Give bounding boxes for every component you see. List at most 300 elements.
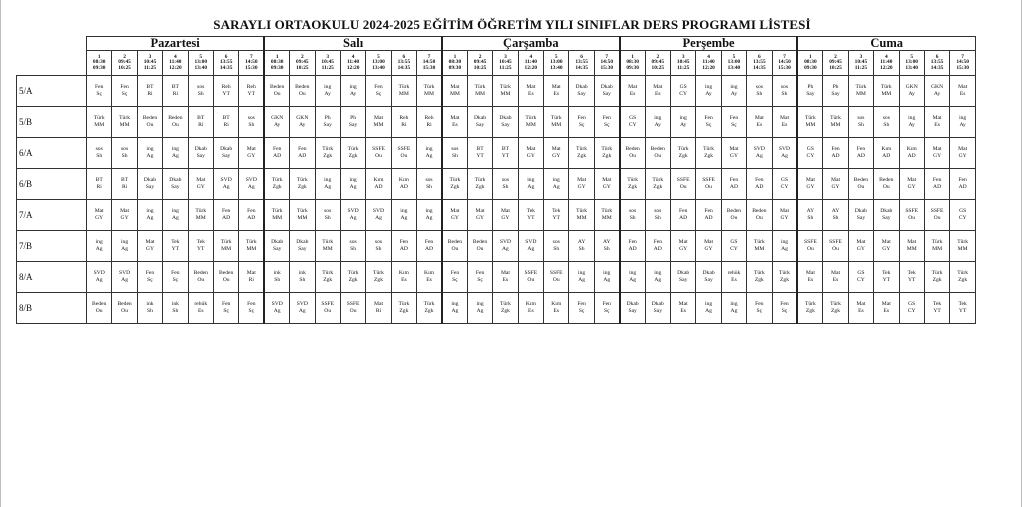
time-slot bbox=[670, 51, 695, 76]
lesson-subject: ing bbox=[603, 270, 611, 276]
lesson-teacher: Zgk bbox=[323, 153, 333, 159]
time-slot-start: 08:30 bbox=[92, 59, 106, 66]
lesson-teacher: Zgk bbox=[424, 308, 434, 314]
lesson-cell bbox=[848, 293, 873, 324]
lesson-cell bbox=[670, 76, 695, 107]
lesson-subject: Reh bbox=[399, 115, 409, 121]
lesson-subject: Beden bbox=[879, 177, 894, 183]
lesson-teacher: Ag bbox=[527, 246, 535, 252]
lesson-subject: Mat bbox=[500, 270, 510, 276]
lesson-teacher: Sh bbox=[781, 91, 788, 97]
lesson-subject: GS bbox=[629, 115, 637, 121]
lesson-subject: rehük bbox=[194, 301, 208, 307]
lesson-subject: Beden bbox=[142, 115, 158, 121]
table-row bbox=[17, 293, 976, 324]
lesson-subject: GS bbox=[959, 208, 967, 214]
lesson-subject: Fen bbox=[374, 84, 383, 90]
lesson-subject: Türk bbox=[753, 239, 765, 245]
lesson-teacher: YT bbox=[933, 308, 941, 314]
time-slot bbox=[620, 51, 645, 76]
lesson-subject: Beden bbox=[168, 115, 183, 121]
lesson-subject: SVD bbox=[93, 270, 105, 276]
lesson-cell bbox=[315, 200, 340, 231]
lesson-subject: Fen bbox=[399, 239, 409, 245]
lesson-teacher: Ay bbox=[349, 91, 357, 97]
lesson-cell bbox=[493, 138, 518, 169]
lesson-subject: Mat bbox=[246, 270, 256, 276]
lesson-teacher: MM bbox=[805, 122, 816, 128]
lesson-subject: ing bbox=[95, 239, 103, 245]
lesson-teacher: GY bbox=[856, 246, 865, 252]
time-slot bbox=[290, 51, 315, 76]
time-slot bbox=[645, 51, 670, 76]
lesson-teacher: Ou bbox=[806, 246, 814, 252]
lesson-teacher: AD bbox=[907, 153, 916, 159]
time-slot-num: 6 bbox=[580, 53, 583, 60]
time-slot-num: 5 bbox=[910, 53, 914, 60]
time-slot bbox=[442, 51, 467, 76]
lesson-teacher: Ri bbox=[223, 122, 229, 128]
time-slot bbox=[569, 51, 594, 76]
lesson-cell bbox=[899, 169, 924, 200]
lesson-teacher: Say bbox=[323, 122, 332, 128]
time-slot-start: 10:45 bbox=[854, 59, 868, 66]
lesson-cell bbox=[417, 200, 442, 231]
time-slot-end: 14:35 bbox=[219, 64, 233, 71]
lesson-teacher: Zgk bbox=[678, 153, 688, 159]
lesson-subject: Kım bbox=[373, 177, 384, 183]
time-slot-end: 10:25 bbox=[829, 64, 842, 71]
lesson-teacher: Say bbox=[348, 122, 358, 128]
lesson-subject: Dkab bbox=[143, 177, 157, 183]
lesson-teacher: Ou bbox=[476, 246, 484, 252]
lesson-cell bbox=[137, 262, 162, 293]
lesson-teacher: Ou bbox=[146, 122, 154, 128]
lesson-cell bbox=[239, 200, 264, 231]
lesson-teacher: Say bbox=[678, 277, 688, 283]
lesson-cell bbox=[797, 138, 822, 169]
lesson-cell bbox=[290, 169, 315, 200]
lesson-cell bbox=[87, 76, 112, 107]
lesson-subject: ing bbox=[349, 84, 357, 90]
lesson-cell bbox=[213, 231, 238, 262]
lesson-subject: Fen bbox=[171, 270, 180, 276]
lesson-cell bbox=[366, 262, 391, 293]
lesson-subject: ing bbox=[451, 301, 459, 307]
lesson-cell bbox=[467, 262, 492, 293]
lesson-subject: Ph bbox=[832, 84, 839, 90]
time-slot-start: 10:45 bbox=[499, 59, 512, 66]
lesson-cell bbox=[874, 169, 899, 200]
lesson-teacher: Sh bbox=[197, 91, 204, 97]
lesson-subject: Mat bbox=[881, 301, 891, 307]
lesson-subject: Tek bbox=[958, 301, 967, 307]
time-slot-start: 14:50 bbox=[600, 59, 614, 66]
time-slot bbox=[391, 51, 416, 76]
lesson-subject: AY bbox=[577, 239, 586, 245]
lesson-cell bbox=[848, 76, 873, 107]
lesson-cell bbox=[442, 231, 467, 262]
lesson-teacher: Zgk bbox=[831, 308, 841, 314]
lesson-teacher: Ou bbox=[908, 215, 916, 221]
lesson-teacher: Say bbox=[475, 122, 485, 128]
lesson-teacher: MM bbox=[297, 215, 308, 221]
lesson-teacher: Sh bbox=[578, 246, 585, 252]
lesson-cell bbox=[544, 76, 569, 107]
lesson-subject: Türk bbox=[296, 177, 308, 183]
lesson-teacher: Say bbox=[501, 122, 510, 128]
lesson-cell bbox=[924, 138, 949, 169]
time-slot bbox=[924, 51, 949, 76]
lesson-subject: Kım bbox=[881, 146, 892, 152]
lesson-teacher: MM bbox=[119, 122, 130, 128]
lesson-cell bbox=[823, 200, 848, 231]
lesson-cell bbox=[797, 107, 822, 138]
lesson-cell bbox=[290, 262, 315, 293]
lesson-subject: Türk bbox=[855, 84, 867, 90]
lesson-subject: Türk bbox=[322, 146, 334, 152]
lesson-cell bbox=[924, 231, 949, 262]
lesson-cell bbox=[315, 293, 340, 324]
lesson-teacher: AD bbox=[704, 215, 713, 221]
lesson-subject: sos bbox=[857, 115, 865, 121]
lesson-cell bbox=[620, 107, 645, 138]
lesson-cell bbox=[213, 169, 238, 200]
lesson-cell bbox=[696, 293, 721, 324]
time-slot-end: 09:30 bbox=[448, 64, 462, 71]
time-slot-num: 2 bbox=[123, 53, 126, 60]
time-slot-num: 2 bbox=[834, 53, 837, 60]
lesson-cell bbox=[797, 76, 822, 107]
time-slot-start: 08:30 bbox=[448, 59, 462, 66]
time-slot bbox=[721, 51, 746, 76]
lesson-cell bbox=[899, 76, 924, 107]
lesson-cell bbox=[950, 169, 976, 200]
lesson-subject: Fen bbox=[958, 177, 967, 183]
lesson-subject: Beden bbox=[625, 146, 640, 152]
lesson-cell bbox=[366, 138, 391, 169]
lesson-teacher: Say bbox=[171, 184, 180, 190]
lesson-subject: sos bbox=[197, 84, 205, 90]
lesson-subject: Fen bbox=[653, 239, 662, 245]
time-slot-end: 14:35 bbox=[753, 64, 766, 71]
lesson-subject: SVD bbox=[778, 146, 791, 152]
lesson-cell bbox=[874, 293, 899, 324]
lesson-subject: Fen bbox=[729, 177, 739, 183]
lesson-cell bbox=[747, 169, 772, 200]
lesson-teacher: Sh bbox=[147, 308, 153, 314]
lesson-cell bbox=[696, 231, 721, 262]
lesson-cell bbox=[213, 262, 238, 293]
lesson-subject: ing bbox=[425, 208, 433, 214]
lesson-teacher: Ou bbox=[171, 122, 179, 128]
lesson-subject: Mat bbox=[551, 146, 561, 152]
lesson-cell bbox=[493, 76, 518, 107]
time-slot-start: 13:55 bbox=[219, 59, 233, 66]
lesson-subject: Dkab bbox=[880, 208, 893, 214]
lesson-teacher: MM bbox=[246, 246, 257, 252]
time-slot-num: 7 bbox=[961, 53, 964, 60]
class-name: 7/A bbox=[17, 200, 87, 231]
time-slot bbox=[467, 51, 492, 76]
lesson-cell bbox=[569, 200, 594, 231]
lesson-subject: Türk bbox=[322, 239, 334, 245]
lesson-cell bbox=[874, 107, 899, 138]
lesson-cell bbox=[544, 293, 569, 324]
lesson-subject: BT bbox=[222, 115, 230, 121]
lesson-teacher: Zgk bbox=[348, 153, 358, 159]
lesson-cell bbox=[493, 293, 518, 324]
time-slot-start: 13:00 bbox=[905, 59, 918, 66]
time-slot-num: 3 bbox=[148, 53, 152, 60]
lesson-teacher: Ay bbox=[959, 122, 966, 128]
lesson-cell bbox=[467, 138, 492, 169]
lesson-subject: Reh bbox=[246, 84, 256, 90]
document-right-border bbox=[1021, 0, 1022, 507]
lesson-teacher: Ag bbox=[425, 215, 433, 221]
lesson-subject: sos bbox=[425, 177, 433, 183]
lesson-teacher: GY bbox=[958, 153, 967, 159]
lesson-teacher: Sh bbox=[324, 215, 331, 221]
lesson-cell bbox=[950, 138, 976, 169]
lesson-cell bbox=[670, 169, 695, 200]
lesson-subject: Fen bbox=[450, 270, 460, 276]
time-slot-start: 10:45 bbox=[676, 59, 690, 66]
lesson-teacher: Ou bbox=[222, 277, 230, 283]
lesson-teacher: Ou bbox=[857, 184, 865, 190]
lesson-teacher: Sç bbox=[578, 308, 585, 314]
lesson-cell bbox=[239, 169, 264, 200]
lesson-subject: Fen bbox=[704, 115, 713, 121]
lesson-subject: Mat bbox=[729, 146, 739, 152]
time-slot bbox=[848, 51, 873, 76]
lesson-teacher: Ri bbox=[198, 122, 204, 128]
lesson-cell bbox=[315, 262, 340, 293]
lesson-teacher: Sh bbox=[629, 215, 636, 221]
lesson-cell bbox=[823, 138, 848, 169]
lesson-cell bbox=[137, 107, 162, 138]
lesson-subject: Kım bbox=[424, 270, 434, 276]
lesson-subject: sos bbox=[324, 208, 332, 214]
lesson-subject: Fen bbox=[628, 239, 637, 245]
lesson-cell bbox=[87, 293, 112, 324]
lesson-cell bbox=[696, 262, 721, 293]
lesson-cell bbox=[340, 262, 365, 293]
lesson-subject: ing bbox=[730, 301, 738, 307]
time-slot-num: 1 bbox=[809, 53, 812, 60]
lesson-subject: ink bbox=[171, 301, 179, 307]
lesson-subject: Dkab bbox=[473, 115, 487, 121]
lesson-cell bbox=[290, 200, 315, 231]
lesson-cell bbox=[442, 107, 467, 138]
lesson-cell bbox=[544, 169, 569, 200]
lesson-subject: Türk bbox=[398, 84, 410, 90]
lesson-teacher: Ay bbox=[324, 91, 331, 97]
lesson-teacher: Zgk bbox=[805, 308, 815, 314]
lesson-subject: Tek bbox=[882, 270, 891, 276]
lesson-subject: SSFE bbox=[930, 208, 944, 214]
lesson-cell bbox=[950, 293, 976, 324]
lesson-subject: Türk bbox=[804, 301, 816, 307]
lesson-subject: ing bbox=[679, 115, 687, 121]
lesson-teacher: MM bbox=[424, 91, 434, 97]
lesson-cell bbox=[823, 169, 848, 200]
lesson-teacher: CY bbox=[730, 246, 738, 252]
lesson-cell bbox=[823, 107, 848, 138]
lesson-teacher: YT bbox=[958, 308, 967, 314]
lesson-teacher: Ag bbox=[629, 277, 637, 283]
lesson-cell bbox=[112, 107, 137, 138]
lesson-subject: ing bbox=[349, 177, 357, 183]
time-slot-end: 14:35 bbox=[575, 64, 588, 71]
lesson-cell bbox=[874, 262, 899, 293]
table-row bbox=[17, 107, 976, 138]
lesson-subject: Mat bbox=[754, 115, 764, 121]
lesson-cell bbox=[315, 169, 340, 200]
lesson-cell bbox=[137, 231, 162, 262]
lesson-teacher: Ag bbox=[222, 184, 230, 190]
lesson-subject: Türk bbox=[550, 115, 562, 121]
lesson-teacher: MM bbox=[601, 215, 612, 221]
lesson-teacher: CY bbox=[806, 153, 815, 159]
table-row bbox=[17, 262, 976, 293]
lesson-subject: Türk bbox=[931, 270, 943, 276]
time-slot-num: 5 bbox=[732, 53, 736, 60]
lesson-subject: sos bbox=[654, 208, 662, 214]
lesson-cell bbox=[417, 76, 442, 107]
lesson-subject: Türk bbox=[576, 146, 588, 152]
lesson-cell bbox=[874, 76, 899, 107]
time-slot bbox=[772, 51, 797, 76]
time-slot-end: 09:30 bbox=[270, 64, 284, 71]
lesson-cell bbox=[747, 138, 772, 169]
lesson-subject: Türk bbox=[627, 177, 639, 183]
lesson-teacher: Ay bbox=[933, 91, 941, 97]
time-slot bbox=[340, 51, 365, 76]
lesson-teacher: Ag bbox=[705, 308, 712, 314]
lesson-subject: Beden bbox=[92, 301, 107, 307]
lesson-subject: Fen bbox=[120, 84, 129, 90]
lesson-subject: Türk bbox=[93, 115, 105, 121]
lesson-subject: Mat bbox=[856, 239, 866, 245]
lesson-teacher: Ag bbox=[603, 277, 611, 283]
lesson-cell bbox=[721, 200, 746, 231]
lesson-subject: Türk bbox=[245, 239, 257, 245]
time-slot bbox=[87, 51, 112, 76]
lesson-cell bbox=[112, 200, 137, 231]
lesson-subject: sos bbox=[629, 208, 637, 214]
lesson-subject: Fen bbox=[272, 146, 282, 152]
lesson-teacher: GY bbox=[704, 246, 713, 252]
lesson-subject: Fen bbox=[221, 301, 231, 307]
class-name: 6/A bbox=[17, 138, 87, 169]
lesson-teacher: Ag bbox=[781, 153, 788, 159]
lesson-cell bbox=[467, 169, 492, 200]
lesson-cell bbox=[163, 169, 188, 200]
lesson-cell bbox=[442, 200, 467, 231]
time-slot-num: 2 bbox=[656, 53, 660, 60]
lesson-subject: Mat bbox=[932, 146, 942, 152]
lesson-subject: Mat bbox=[526, 146, 536, 152]
lesson-teacher: Ag bbox=[654, 277, 662, 283]
lesson-teacher: Es bbox=[807, 277, 814, 283]
lesson-teacher: Ag bbox=[121, 277, 128, 283]
lesson-cell bbox=[569, 138, 594, 169]
lesson-teacher: Ou bbox=[451, 246, 459, 252]
time-slot-num: 3 bbox=[504, 53, 507, 60]
lesson-subject: SVD bbox=[372, 208, 385, 214]
lesson-teacher: Ou bbox=[552, 277, 560, 283]
lesson-teacher: YT bbox=[171, 246, 180, 252]
time-slot-num: 1 bbox=[453, 53, 457, 60]
lesson-teacher: GY bbox=[145, 246, 155, 252]
lesson-teacher: MM bbox=[449, 91, 460, 97]
lesson-subject: Dkab bbox=[677, 270, 690, 276]
lesson-cell bbox=[594, 200, 619, 231]
lesson-teacher: Ou bbox=[375, 153, 382, 159]
lesson-subject: Dkab bbox=[296, 239, 309, 245]
lesson-teacher: Ag bbox=[171, 215, 179, 221]
lesson-teacher: AD bbox=[222, 215, 231, 221]
time-slot-num: 3 bbox=[326, 53, 330, 60]
lesson-cell bbox=[569, 169, 594, 200]
lesson-cell bbox=[340, 293, 365, 324]
time-slot-end: 09:30 bbox=[626, 64, 639, 71]
lesson-cell bbox=[620, 293, 645, 324]
lesson-subject: Türk bbox=[753, 270, 765, 276]
lesson-subject: GS bbox=[857, 270, 865, 276]
time-slot bbox=[264, 51, 289, 76]
lesson-teacher: Ag bbox=[755, 153, 763, 159]
lesson-teacher: GY bbox=[679, 246, 688, 252]
lesson-subject: Mat bbox=[907, 177, 917, 183]
lesson-cell bbox=[924, 293, 949, 324]
lesson-subject: Dkab bbox=[499, 115, 512, 121]
lesson-teacher: Say bbox=[602, 91, 611, 97]
lesson-cell bbox=[747, 200, 772, 231]
lesson-cell bbox=[670, 107, 695, 138]
lesson-subject: Türk bbox=[601, 146, 613, 152]
lesson-teacher: CY bbox=[958, 215, 967, 221]
lesson-subject: Mat bbox=[373, 115, 383, 121]
lesson-cell bbox=[137, 200, 162, 231]
time-slot bbox=[493, 51, 518, 76]
lesson-teacher: Sh bbox=[350, 246, 357, 252]
table-row bbox=[17, 138, 976, 169]
lesson-teacher: Say bbox=[806, 91, 815, 97]
lesson-cell bbox=[594, 138, 619, 169]
lesson-teacher: Ag bbox=[425, 153, 433, 159]
lesson-cell bbox=[340, 76, 365, 107]
time-slot-start: 11:40 bbox=[702, 59, 715, 66]
time-slot-start: 14:50 bbox=[956, 59, 969, 66]
lesson-teacher: Ou bbox=[705, 184, 712, 190]
lesson-cell bbox=[112, 293, 137, 324]
lesson-subject: Beden bbox=[295, 84, 310, 90]
lesson-teacher: GY bbox=[577, 184, 586, 190]
lesson-cell bbox=[290, 107, 315, 138]
lesson-teacher: AD bbox=[933, 184, 942, 190]
lesson-cell bbox=[112, 262, 137, 293]
time-slot-start: 09:45 bbox=[829, 59, 842, 66]
lesson-teacher: YT bbox=[197, 246, 205, 252]
time-slot bbox=[315, 51, 340, 76]
lesson-cell bbox=[417, 293, 442, 324]
lesson-cell bbox=[874, 200, 899, 231]
lesson-cell bbox=[594, 262, 619, 293]
lesson-cell bbox=[467, 231, 492, 262]
lesson-subject: Türk bbox=[957, 239, 969, 245]
